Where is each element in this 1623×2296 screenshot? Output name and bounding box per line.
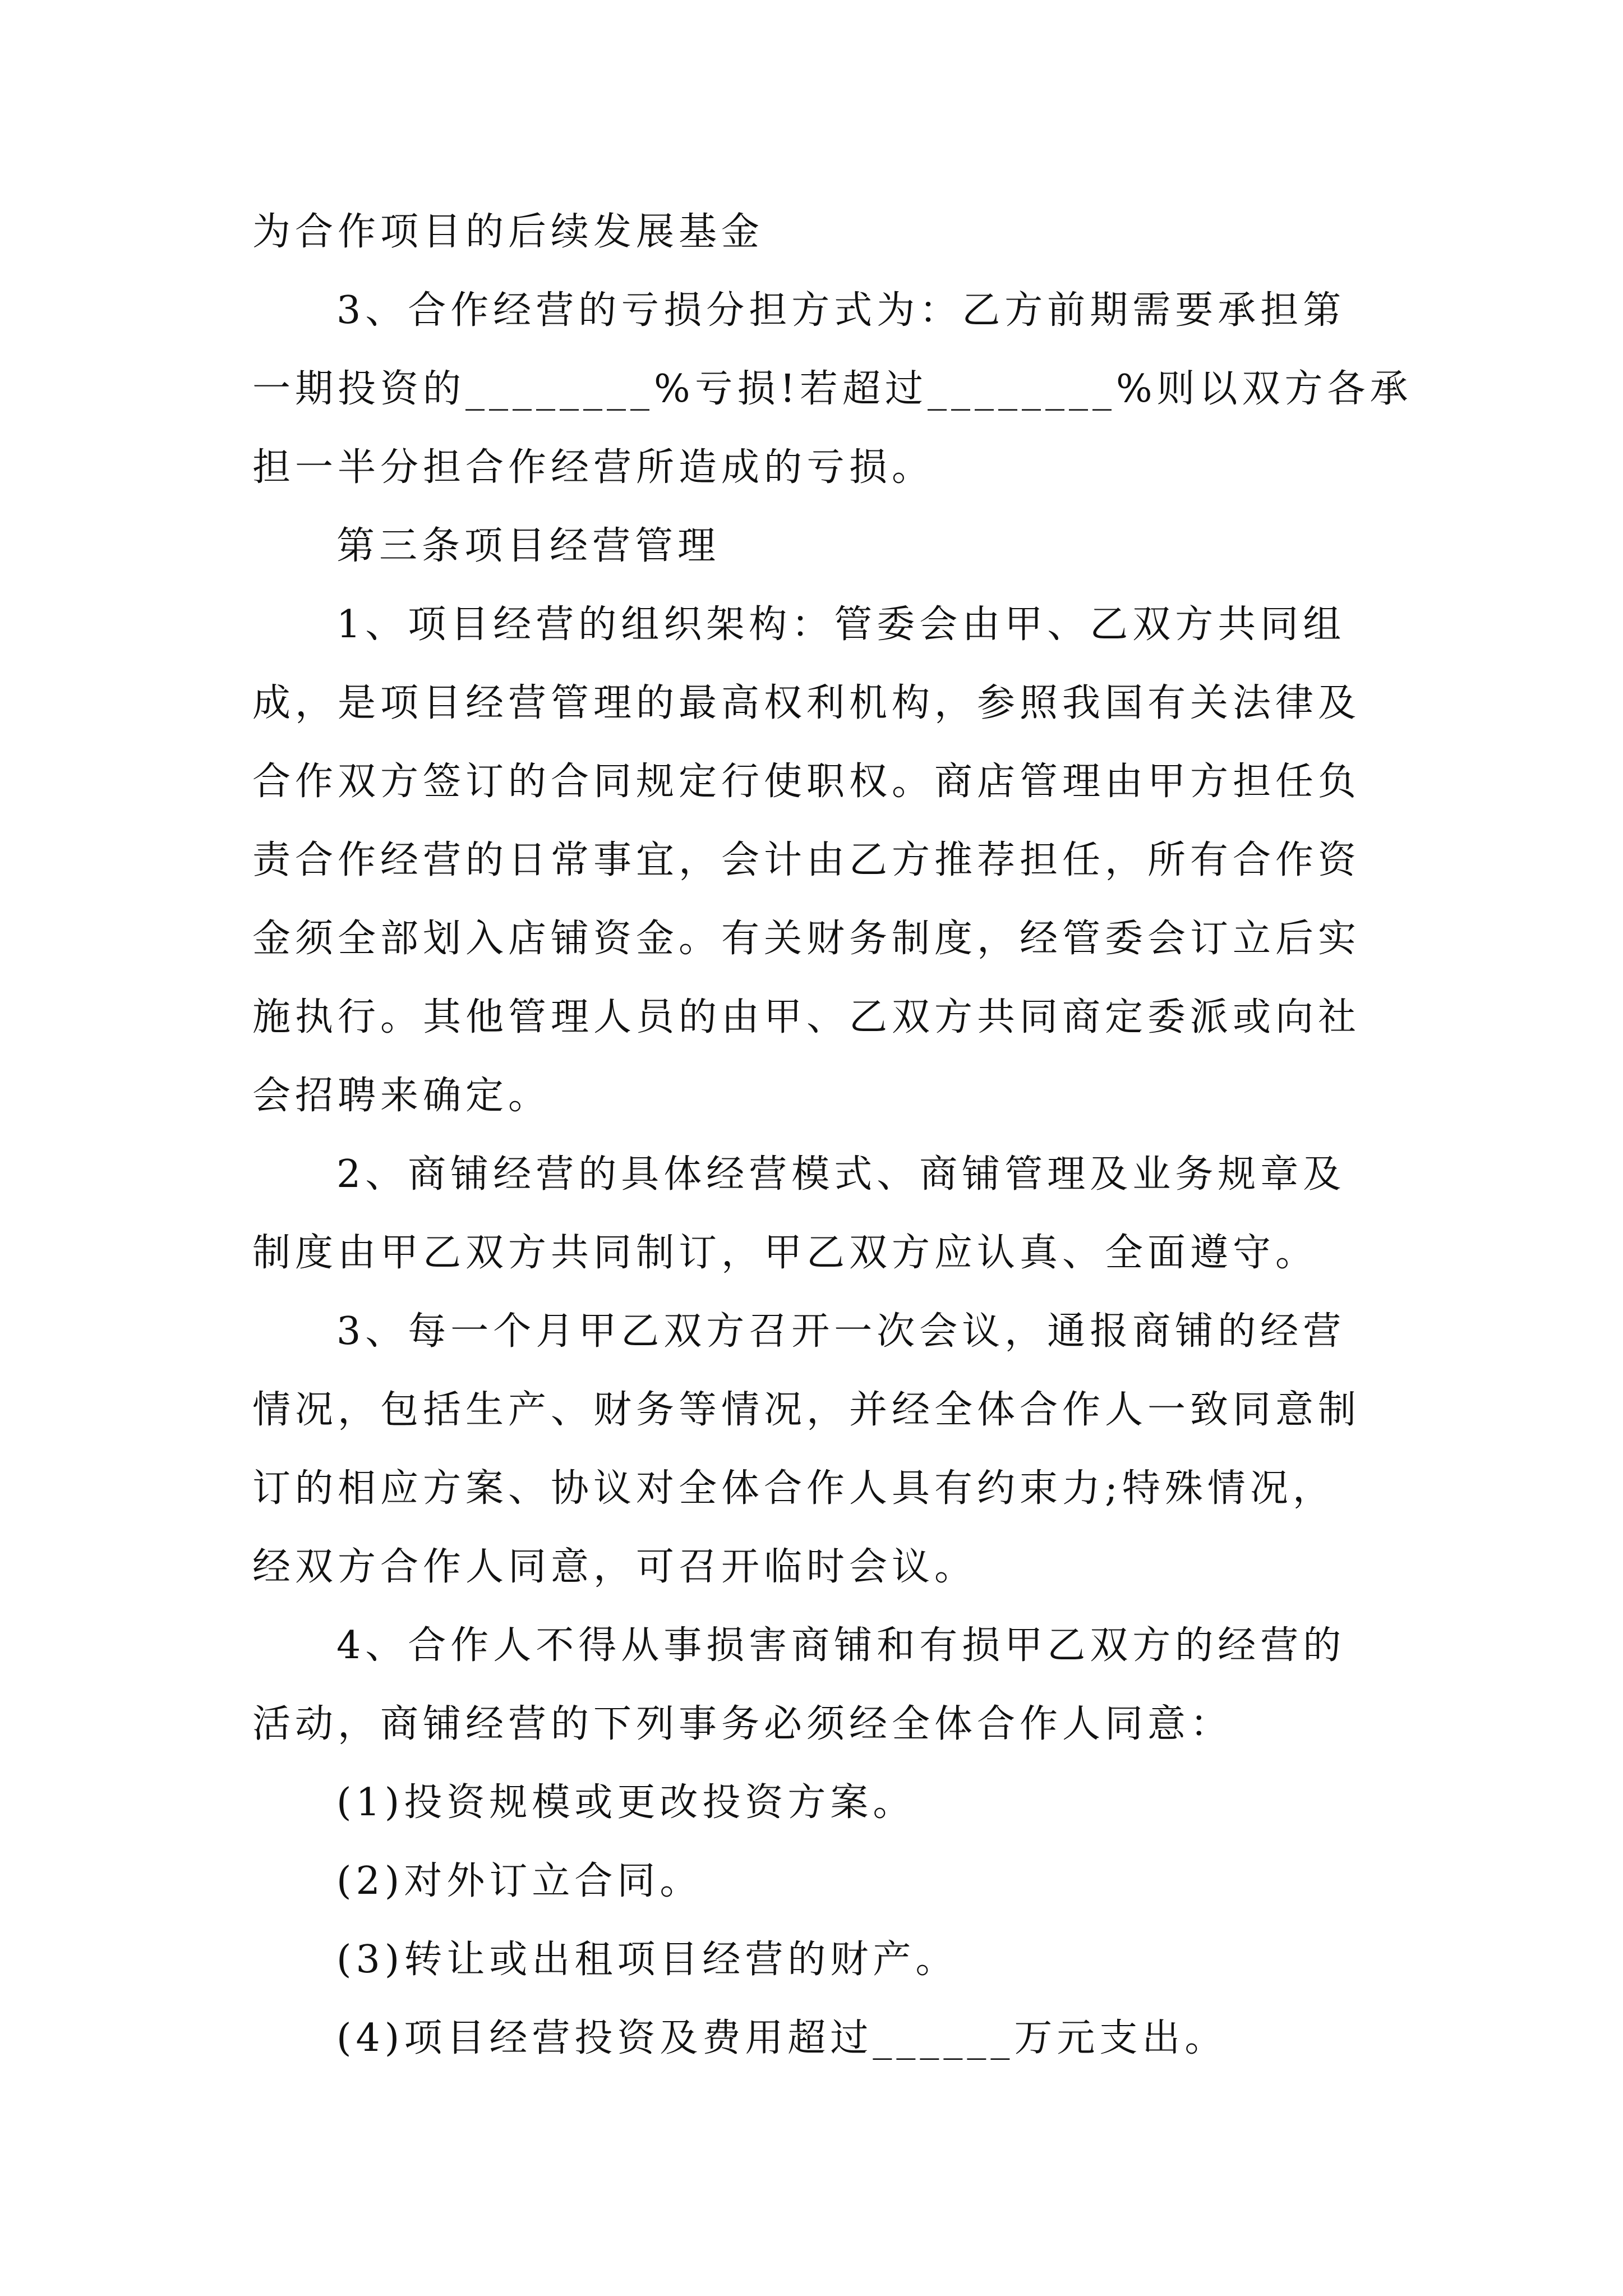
list-item: (4)项目经营投资及费用超过______万元支出。 <box>336 2016 1228 2060</box>
text-line: 订的相应方案、协议对全体合作人具有约束力;特殊情况， <box>252 1466 1335 1511</box>
text-line: 成，是项目经营管理的最高权利机构，参照我国有关法律及 <box>252 681 1361 725</box>
text-line: 1、项目经营的组织架构：管委会由甲、乙双方共同组 <box>336 602 1346 647</box>
text-line: 3、合作经营的亏损分担方式为：乙方前期需要承担第 <box>336 288 1346 333</box>
text-line: 合作双方签订的合同规定行使职权。商店管理由甲方担任负 <box>252 760 1361 804</box>
list-item: (1)投资规模或更改投资方案。 <box>336 1780 916 1825</box>
text-line: 情况，包括生产、财务等情况，并经全体合作人一致同意制 <box>252 1388 1361 1432</box>
text-line: 金须全部划入店铺资金。有关财务制度，经管委会订立后实 <box>252 917 1361 961</box>
text-line: 3、每一个月甲乙双方召开一次会议，通报商铺的经营 <box>336 1309 1346 1354</box>
text-line: 责合作经营的日常事宜，会计由乙方推荐担任，所有合作资 <box>252 838 1361 882</box>
text-line: 一期投资的________%亏损!若超过________%则以双方各承 <box>252 367 1413 411</box>
text-line: 制度由甲乙双方共同制订，甲乙双方应认真、全面遵守。 <box>252 1231 1318 1275</box>
list-item: (2)对外订立合同。 <box>336 1859 703 1903</box>
text-line: 活动，商铺经营的下列事务必须经全体合作人同意： <box>252 1702 1233 1746</box>
text-line: 4、合作人不得从事损害商铺和有损甲乙双方的经营的 <box>336 1623 1346 1668</box>
section-heading: 第三条项目经营管理 <box>336 524 721 568</box>
text-line: 经双方合作人同意，可召开临时会议。 <box>252 1545 978 1589</box>
text-line: 为合作项目的后续发展基金 <box>252 210 764 254</box>
list-item: (3)转让或出租项目经营的财产。 <box>336 1938 958 1982</box>
text-line: 会招聘来确定。 <box>252 1074 551 1118</box>
text-line: 担一半分担合作经营所造成的亏损。 <box>252 445 935 490</box>
text-line: 2、商铺经营的具体经营模式、商铺管理及业务规章及 <box>336 1152 1346 1197</box>
text-line: 施执行。其他管理人员的由甲、乙双方共同商定委派或向社 <box>252 995 1361 1039</box>
